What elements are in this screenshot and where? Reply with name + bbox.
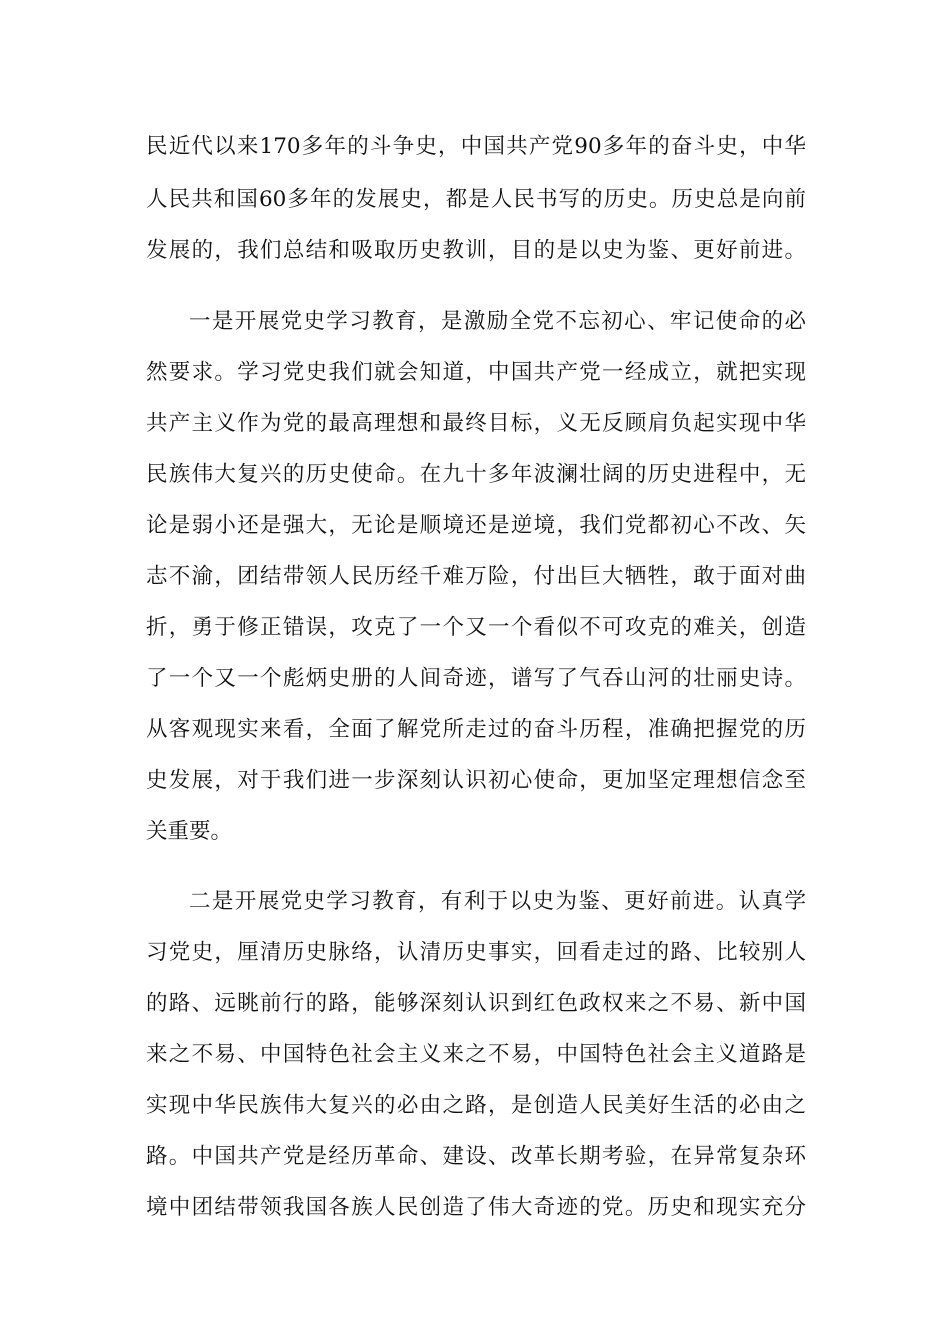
paragraph-2-line-10: 史发展，对于我们进一步深刻认识初心使命，更加坚定理想信念至	[146, 768, 806, 793]
paragraph-2-line-1: 一是开展党史学习教育，是激励全党不忘初心、牢记使命的必	[189, 309, 806, 334]
paragraph-3-line-7: 境中团结带领我国各族人民创造了伟大奇迹的党。历史和现实充分	[146, 1195, 806, 1220]
paragraph-2-line-11: 关重要。	[146, 819, 233, 844]
paragraph-1-line-3: 发展的，我们总结和吸取历史教训，目的是以史为鉴、更好前进。	[146, 238, 806, 263]
paragraph-2-line-3: 共产主义作为党的最高理想和最终目标，义无反顾肩负起实现中华	[146, 411, 806, 436]
paragraph-1-line-1: 民近代以来170多年的斗争史，中国共产党90多年的奋斗史，中华	[146, 134, 806, 159]
paragraph-2-line-2: 然要求。学习党史我们就会知道，中国共产党一经成立，就把实现	[146, 360, 806, 385]
paragraph-1-line-2: 人民共和国60多年的发展史，都是人民书写的历史。历史总是向前	[146, 187, 806, 212]
paragraph-3-line-2: 习党史，厘清历史脉络，认清历史事实，回看走过的路、比较别人	[146, 940, 806, 965]
paragraph-2-line-4: 民族伟大复兴的历史使命。在九十多年波澜壮阔的历史进程中，无	[146, 462, 806, 487]
paragraph-3-line-6: 路。中国共产党是经历革命、建设、改革长期考验，在异常复杂环	[146, 1144, 806, 1169]
paragraph-2-line-8: 了一个又一个彪炳史册的人间奇迹，谱写了气吞山河的壮丽史诗。	[146, 666, 806, 691]
paragraph-3-line-1: 二是开展党史学习教育，有利于以史为鉴、更好前进。认真学	[189, 889, 806, 914]
paragraph-3-line-3: 的路、远眺前行的路，能够深刻认识到红色政权来之不易、新中国	[146, 991, 806, 1016]
paragraph-2-line-9: 从客观现实来看，全面了解党所走过的奋斗历程，准确把握党的历	[146, 717, 806, 742]
paragraph-2-line-7: 折，勇于修正错误，攻克了一个又一个看似不可攻克的难关，创造	[146, 615, 806, 640]
paragraph-3-line-5: 实现中华民族伟大复兴的必由之路，是创造人民美好生活的必由之	[146, 1093, 806, 1118]
paragraph-2-line-5: 论是弱小还是强大，无论是顺境还是逆境，我们党都初心不改、矢	[146, 513, 806, 538]
paragraph-3-line-4: 来之不易、中国特色社会主义来之不易，中国特色社会主义道路是	[146, 1042, 806, 1067]
paragraph-2-line-6: 志不渝，团结带领人民历经千难万险，付出巨大牺牲，敢于面对曲	[146, 564, 806, 589]
